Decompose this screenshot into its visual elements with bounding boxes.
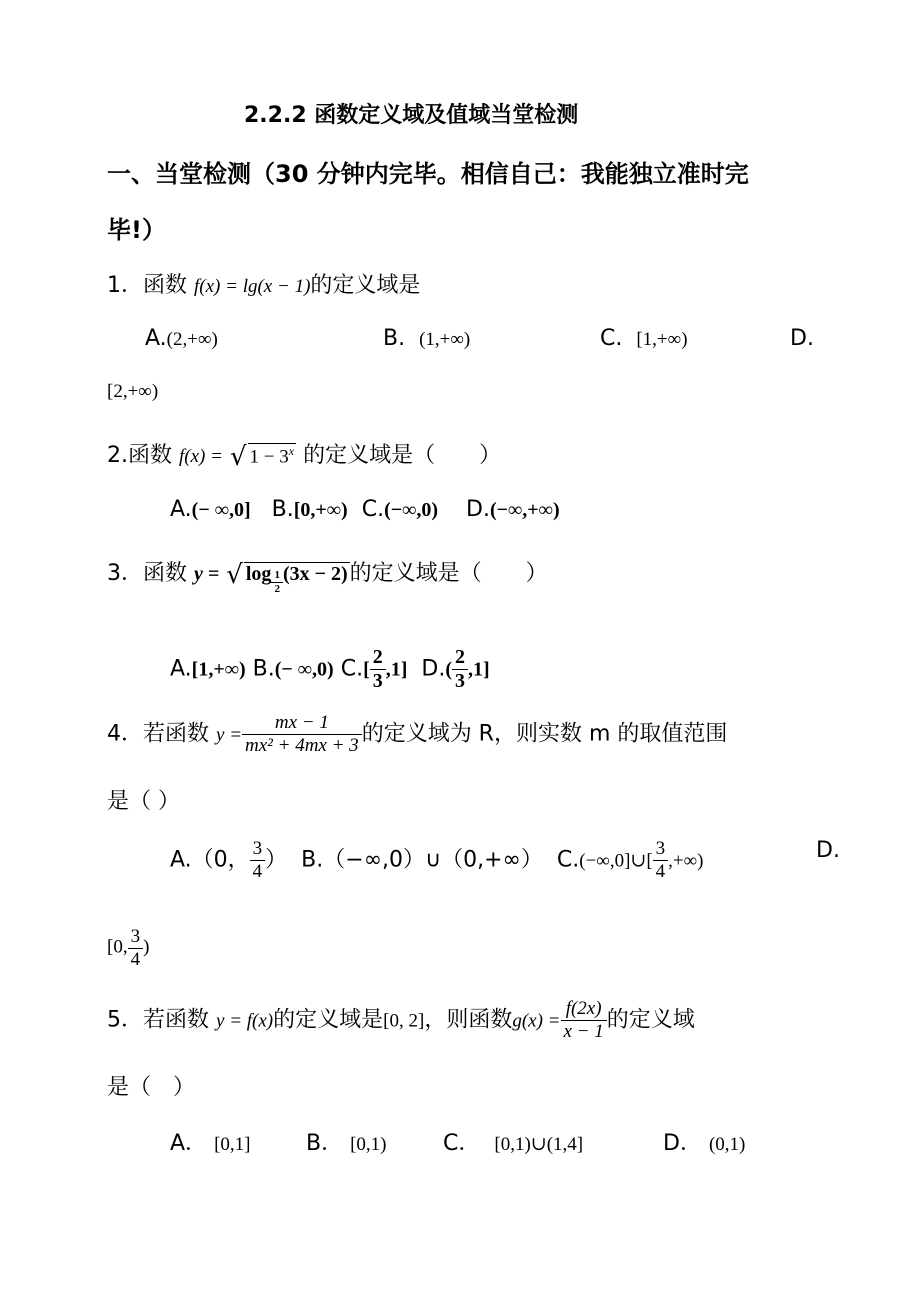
- formula: f(x) = lg(x − 1): [194, 276, 311, 297]
- option-label: A．: [170, 1131, 208, 1156]
- formula: y = f(x): [216, 1010, 274, 1032]
- option-value: (−∞,0): [384, 499, 439, 521]
- option-value: ,1]: [385, 658, 408, 681]
- question-number: 2.: [107, 443, 128, 468]
- question-2: [107, 438, 501, 472]
- question-number: 1．: [107, 273, 143, 298]
- option-value: (− ∞,0): [274, 658, 334, 681]
- option-b: [306, 1126, 387, 1157]
- formula-lhs: y =: [216, 724, 243, 746]
- option-fraction: [653, 838, 669, 883]
- sqrt-symbol: √: [226, 560, 243, 590]
- question-4: [107, 712, 727, 757]
- option-label: C.: [600, 326, 623, 351]
- option-label: A.: [170, 497, 192, 522]
- option-c: [600, 326, 688, 351]
- question-2-options: [170, 497, 560, 522]
- fraction-denominator: 3: [455, 670, 466, 692]
- exponent: x: [288, 443, 295, 458]
- log-base-numerator: 1: [271, 569, 283, 583]
- option-value: [0,1]: [214, 1134, 251, 1155]
- question-text: 函数: [128, 443, 173, 468]
- fraction-numerator: 2: [452, 646, 468, 670]
- option-label: D．: [663, 1131, 702, 1156]
- radicand-text: 1 − 3: [249, 446, 289, 467]
- option-value: （0，: [191, 847, 250, 873]
- option-value: （−∞,0）∪（0,+∞）: [323, 847, 543, 873]
- option-a: [170, 1126, 250, 1157]
- option-d: [790, 326, 814, 351]
- question-text: 函数: [143, 273, 188, 298]
- option-label: B.: [301, 847, 324, 873]
- fraction-numerator: 2: [370, 646, 386, 670]
- page-title: 2.2.2 函数定义域及值域当堂检测: [244, 103, 579, 128]
- question-text: 若函数: [143, 721, 210, 747]
- option-label: A.: [170, 656, 192, 682]
- sqrt-symbol: √: [229, 442, 247, 472]
- domain: [0, 2]: [383, 1010, 425, 1032]
- question-text: 的定义域是: [310, 273, 421, 298]
- log-text: log: [245, 563, 272, 585]
- option-value: [0,1)∪(1,4]: [494, 1134, 584, 1155]
- option-value: ,+∞): [668, 850, 704, 872]
- fraction-denominator: 4: [252, 860, 263, 882]
- option-label: C．: [443, 1131, 481, 1156]
- fraction-numerator: f(2x): [561, 998, 607, 1021]
- option-d-value: [107, 926, 149, 971]
- option-value: (−∞,+∞): [489, 499, 560, 521]
- formula-fraction: [242, 712, 362, 757]
- question-text: ，则函数: [424, 1007, 513, 1033]
- question-text: 的定义域是（ ）: [349, 561, 548, 586]
- option-value: ,1]: [468, 658, 490, 681]
- question-5-line2: 是（ ）: [107, 1075, 196, 1100]
- formula-lhs: f(x) =: [179, 446, 223, 467]
- radicand: [248, 443, 297, 468]
- question-1: [107, 268, 420, 299]
- option-fraction: [370, 646, 386, 693]
- fraction-denominator: 4: [130, 948, 141, 970]
- option-b: [383, 326, 470, 351]
- option-fraction: [128, 926, 144, 971]
- question-4-line2: 是（ ）: [107, 789, 180, 814]
- option-value: (− ∞,0]: [191, 499, 251, 521]
- option-fraction: [250, 838, 266, 883]
- fraction-denominator: mx² + 4mx + 3: [245, 734, 359, 756]
- log-base-denominator: 2: [274, 583, 280, 595]
- option-value: (0,1): [708, 1134, 746, 1155]
- option-value: [0,+∞): [293, 499, 348, 521]
- option-label: B.: [383, 326, 406, 351]
- option-value: [0,: [107, 936, 128, 958]
- question-text: 的定义域是（ ）: [303, 443, 502, 468]
- fraction-numerator: 3: [653, 838, 669, 861]
- option-value: [1,+∞): [636, 329, 688, 350]
- question-5: [107, 998, 695, 1043]
- question-text: 的定义域是: [273, 1007, 384, 1033]
- question-3-options: [170, 646, 490, 693]
- option-label: D.: [790, 326, 814, 351]
- option-value: [0,1): [350, 1134, 387, 1155]
- option-label: C.: [556, 847, 580, 873]
- option-fraction: [452, 646, 468, 693]
- option-label: D.: [421, 656, 446, 682]
- section-heading-line1: 一、当堂检测（30 分钟内完毕。相信自己：我能独立准时完: [107, 160, 749, 188]
- fraction-denominator: x − 1: [563, 1020, 604, 1042]
- option-c: [443, 1126, 583, 1157]
- question-number: 5．: [107, 1007, 143, 1033]
- fraction-numerator: 3: [250, 838, 266, 861]
- question-number: 4．: [107, 721, 143, 747]
- fraction-numerator: mx − 1: [242, 712, 362, 735]
- question-text: 若函数: [143, 1007, 210, 1033]
- option-value: (−∞,0]∪[: [579, 850, 653, 872]
- option-label: C.: [361, 497, 385, 522]
- option-d: D.: [816, 838, 840, 863]
- option-d-value: [2,+∞): [107, 381, 159, 402]
- question-text: 函数: [143, 561, 188, 586]
- option-label: C.: [340, 656, 364, 682]
- formula-fraction: [561, 998, 607, 1043]
- option-value: [: [363, 658, 370, 681]
- section-heading-line2: 毕!）: [107, 216, 166, 244]
- log-base: [271, 569, 283, 595]
- question-text: 的定义域: [606, 1007, 695, 1033]
- option-label: A.: [145, 326, 167, 351]
- question-text: 的定义域为 R，则实数 m 的取值范围: [361, 721, 728, 747]
- option-label: B.: [271, 497, 294, 522]
- question-number: 3．: [107, 561, 143, 586]
- option-value: ）: [265, 847, 288, 873]
- option-value: [1,+∞): [191, 658, 246, 681]
- option-label: B.: [252, 656, 275, 682]
- option-value: ): [143, 936, 150, 958]
- option-value: (: [445, 658, 453, 681]
- formula-lhs: g(x) =: [512, 1010, 561, 1032]
- option-value: (2,+∞): [166, 329, 218, 350]
- question-4-options: [170, 838, 704, 883]
- question-3: [107, 556, 548, 596]
- fraction-numerator: 3: [128, 926, 144, 949]
- radicand: [244, 562, 350, 596]
- option-label: D.: [466, 497, 490, 522]
- fraction-denominator: 3: [372, 670, 383, 692]
- formula-lhs: y =: [194, 563, 220, 585]
- option-a: [145, 326, 218, 351]
- log-argument: (3x − 2): [282, 563, 348, 585]
- option-label: A.: [170, 847, 192, 873]
- option-value: (1,+∞): [419, 329, 471, 350]
- fraction-denominator: 4: [655, 860, 666, 882]
- option-d: [663, 1126, 745, 1157]
- option-label: B．: [306, 1131, 344, 1156]
